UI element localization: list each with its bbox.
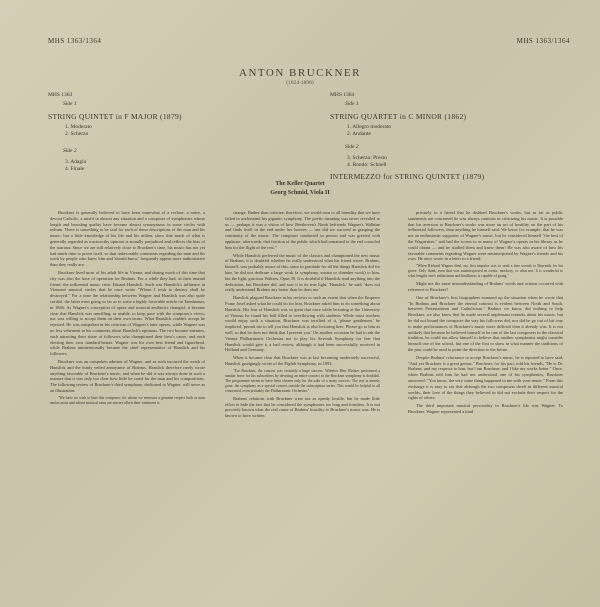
paragraph: privately to a friend that he disliked Bruckner's works, but as far as public statements are concerned he was always cautious in criticizing his music. It is possible that his aversion to Bruckner's works was more an act of hostility on the part of his influential followers, than anything he himself said. We know for example, that he was not an enthusiastic supporter of Wagner's music, but he considered himself "the best of the Wagnerites," and had the scores to as many of Wagner's operas in his library as he could obtain — and he studied them and knew them! He was also aware of how his favorable comments regarding Wagner were misinterpreted by Wagner's friends and his own. He once wrote in a letter to a friend: — [408, 210, 563, 262]
performer-credits — [0, 180, 600, 198]
paragraph: One of Bruckner's first biographers summed up the situation when he wrote that "In Brahms and Bruckner the eternal contrast is evident between North and South, between Protestantism and Catholicism." Brahms we know, did nothing to help Bruckner, we also know that he made several unpleasant remarks about his music, but he did not hound the composer the way his followers did, nor did he go out of his way to make performances of Bruckner's music more difficult than it already was. It is not unlikely that because he believed himself to be one of the last composers in the classical tradition, he could not allow himself to believe that another symphonist might consider himself one of the school, but one of the first to show in what manner the traditions of the past could be used to point the direction to the future. — [408, 294, 563, 352]
movement: 2. Andante — [347, 131, 371, 137]
record-1-number: MHS 1363 — [48, 92, 73, 98]
composer-name: ANTON BRUCKNER — [239, 67, 361, 79]
paragraph: strange. Rather than criticize, therefore, we would own to all humility that we have failed to understand his gigantic symphony. The poetic meaning was never revealed to us — perhaps it was a vision of how Beethoven's Ninth befriends Wagner's Walküre and finds itself in the end under her hooves — nor did we succeed in grasping the continuity of the music. The composer conducted in person and was greeted with applause; afterwards, that fraction of the public which had remained to the end consoled him for the flight of the rest." — [225, 210, 380, 250]
ensemble-name: The Keller Quartet — [275, 181, 325, 187]
movement: 4. Rondo: Schnell — [347, 162, 387, 168]
paragraph: Bruckner was an outspoken admirer of Wagner, and as such incurred the wrath of Hanslick and the thinly veiled annoyance of Brahms. Hanslick therefore rarely wrote anything favorable of Bruckner's music, and when he did it was always done in such a manner that it was only too clear how little he cared for the man and his compositions. The following review of Bruckner's third symphony, dedicated to Wagner, will serve as an illustration: — [50, 358, 205, 393]
paragraph: Bruckner lived most of his adult life in Vienna, and during much of this time that city was also the base of operation for Brahms. For a while they had, as their mutual friend, the influential music critic Eduard Hanslick. Such was Hanslick's influence in Viennese musical circles that he once wrote "Whom I wish to destroy shall be destroyed." For a time the relationship between Wagner and Hanslick was also quite cordial, the latter even going so far as to write a highly favorable article on Tannhauser, in 1846. As Wagner's conception of opera and musical aesthetics changed, it became clear that Hanslick was unwilling, or unable, to keep pace with the composer's views, nor was willing to accept them on their own terms. What Hanslick couldn't accept he rejected. He was outspoken in his criticism of Wagner's later operas, while Wagner was no less vehement in his comments about Hanslick's opinions. The two became enemies, each attracting their share of followers who championed their hero's cause, and each electing their own standard-bearer. Wagner was his own best friend and figurehead, while Brahms unintentionally became the chief representative of Hanslick and his followers. — [50, 269, 205, 357]
paragraph: Despite Brahms' reluctance to accept Bruckner's music, he is reported to have said, "And yet Bruckner is a great genius." Bruckner, for his part, told his friends, "He is Dr. Brahms, and my respects to him, but I am Bruckner, and I like my works better." Once, when Brahms told him he had not understood one of his symphonies, Bruckner answered: "You know, the very same thing happened to me with your music." From this exchange it is easy to see that although the two composers dwelt in different musical worlds, their love of the things they believed in did not exclude their respect for the rights of others. — [408, 354, 563, 401]
movement: 4. Finale — [65, 166, 85, 172]
movement: 3. Adagio — [65, 159, 87, 165]
paragraph: Bruckner is generally believed to have been somewhat of a recluse, a naive, a devout Catholic, a misfit in almost any situation and a composer of symphonies whose length and brooding quality have become almost synonymous in some circles with tedium. There is something to be said for each of these descriptions of the man and his music, but a little knowledge of his life and his milieu, show that much of what is generally regarded as trustworthy opinion is actually prejudiced and reflects the bias of the narrator. Since we are still relatively close to Bruckner's time, his music has not yet had much time to prove itself, so that unfavorable comments regarding the man and his work by people who knew him and 'should know,' frequently appear more authoritative than they really are. — [50, 210, 205, 268]
side-1-label: Side 1 — [63, 101, 77, 107]
record-2-contents — [330, 92, 484, 184]
catalog-number-left: MHS 1363/1364 — [48, 37, 102, 45]
side-2-label: Side 2 — [63, 148, 77, 154]
liner-notes-column-1 — [50, 210, 205, 408]
quotation: "We have no wish to hurt this composer, for whom we entertain a genuine respect both as man and as artist and whose musical aims are sincere albeit their treatment is — [50, 395, 205, 405]
side-1-label: Side 1 — [345, 101, 359, 107]
work-title-2: INTERMEZZO for STRING QUINTET (1879) — [330, 172, 485, 181]
liner-notes-column-2 — [225, 210, 380, 421]
composer-years: (1824-1896) — [286, 80, 314, 86]
movement: 1. Allegro moderato — [347, 124, 392, 130]
catalog-number-right: MHS 1363/1364 — [516, 37, 570, 45]
record-1-contents — [48, 92, 182, 173]
quotation: "When Richard Wagner died, my first impulse was to send a fine wreath to Bayreuth for his grave. Only think, even that was misinterpreted as ironic, mockery, or what not. It is wonderful to what lengths one's enthusiasm and kindliness is capable of going." — [408, 264, 563, 279]
paragraph: Might not the same misunderstanding of Brahms' words and actions occurred with reference to Bruckner? — [408, 281, 563, 292]
movement: 1. Moderato — [65, 124, 92, 130]
paragraph: While Hanslick preferred the music of the classics and championed the new music of Brahms, it is doubtful whether he really understood what his friend wrote. Brahms, himself, was probably aware of this, since in gratitude for all the things Hanslick did for him, he did not dedicate a large work (a symphony, sonata or chamber work) to him, but the light, gracious Waltzes, Opus 39. It is doubtful if Hanslick read anything into the dedication, but Bruckner did, and saw it in its true light: 'Hanslick,' he said, 'does not really understand Brahms any better than he does me.' — [225, 252, 380, 293]
work-title: STRING QUINTET in F MAJOR (1879) — [48, 112, 182, 121]
paragraph: Brahms' relations with Bruckner were not as openly hostile, but he made little effort to hide the fact that he considered the symphonies too long and formless. It is not precisely known what the real cause of Brahms' hostility to Bruckner's music was. He is known to have written — [225, 395, 380, 419]
liner-notes-column-3 — [408, 210, 563, 417]
side-2-label: Side 2 — [345, 144, 359, 150]
movement: 3. Scherzo: Presto — [347, 155, 387, 161]
quotation: "For Bruckner, the concert was certainly a huge success. Whether Herr Richter performed a similar favor for his subscribers by devoting an entire concert to the Bruckner symphony is doubtful. The programme seems to have been chosen only for the sake of a noisy success. The rest is merely gone: the symphony as a special concert outside the subscription series. This would be helpful to all concerned, even probably the Philharmonic Orchestra." — [225, 368, 380, 393]
guest-violist: Georg Schmid, Viola II — [270, 190, 330, 196]
paragraph: When it became clear that Bruckner was at last becoming moderately successful, Hanslick grudgingly wrote of the Eighth Symphony, in 1892: — [225, 355, 380, 366]
record-2-number: MHS 1364 — [330, 92, 355, 98]
movement: 2. Scherzo — [65, 131, 89, 137]
paragraph: The third important musical personality in Bruckner's life was Wagner. To Bruckner, Wagner represented a kind — [408, 403, 563, 414]
work-title: STRING QUARTET in C MINOR (1862) — [330, 112, 467, 121]
paragraph: Hanslick plagued Bruckner in his reviews to such an extent that when the Emperor Franz Josef asked what he could do for him, Bruckner asked him to do something about Hanslick. His fear of Hanslick was so great that once while lecturing at the University of Vienna, he found his hall filled to overflowing with students. While most teachers would enjoy such a situation, Bruckner was terrified of it, 'please gentlemen,' he implored, 'permit me to tell you that Hanslick is also lecturing here. Please go to him as well, so that he does not think that I prevent you.' On another occasion he had to ask the Vienna Philharmonic Orchestra not to play his Seventh Symphony for fear that Hanslick would give it a bad review, although it had been successfully received in Holland and Germany. — [225, 295, 380, 353]
